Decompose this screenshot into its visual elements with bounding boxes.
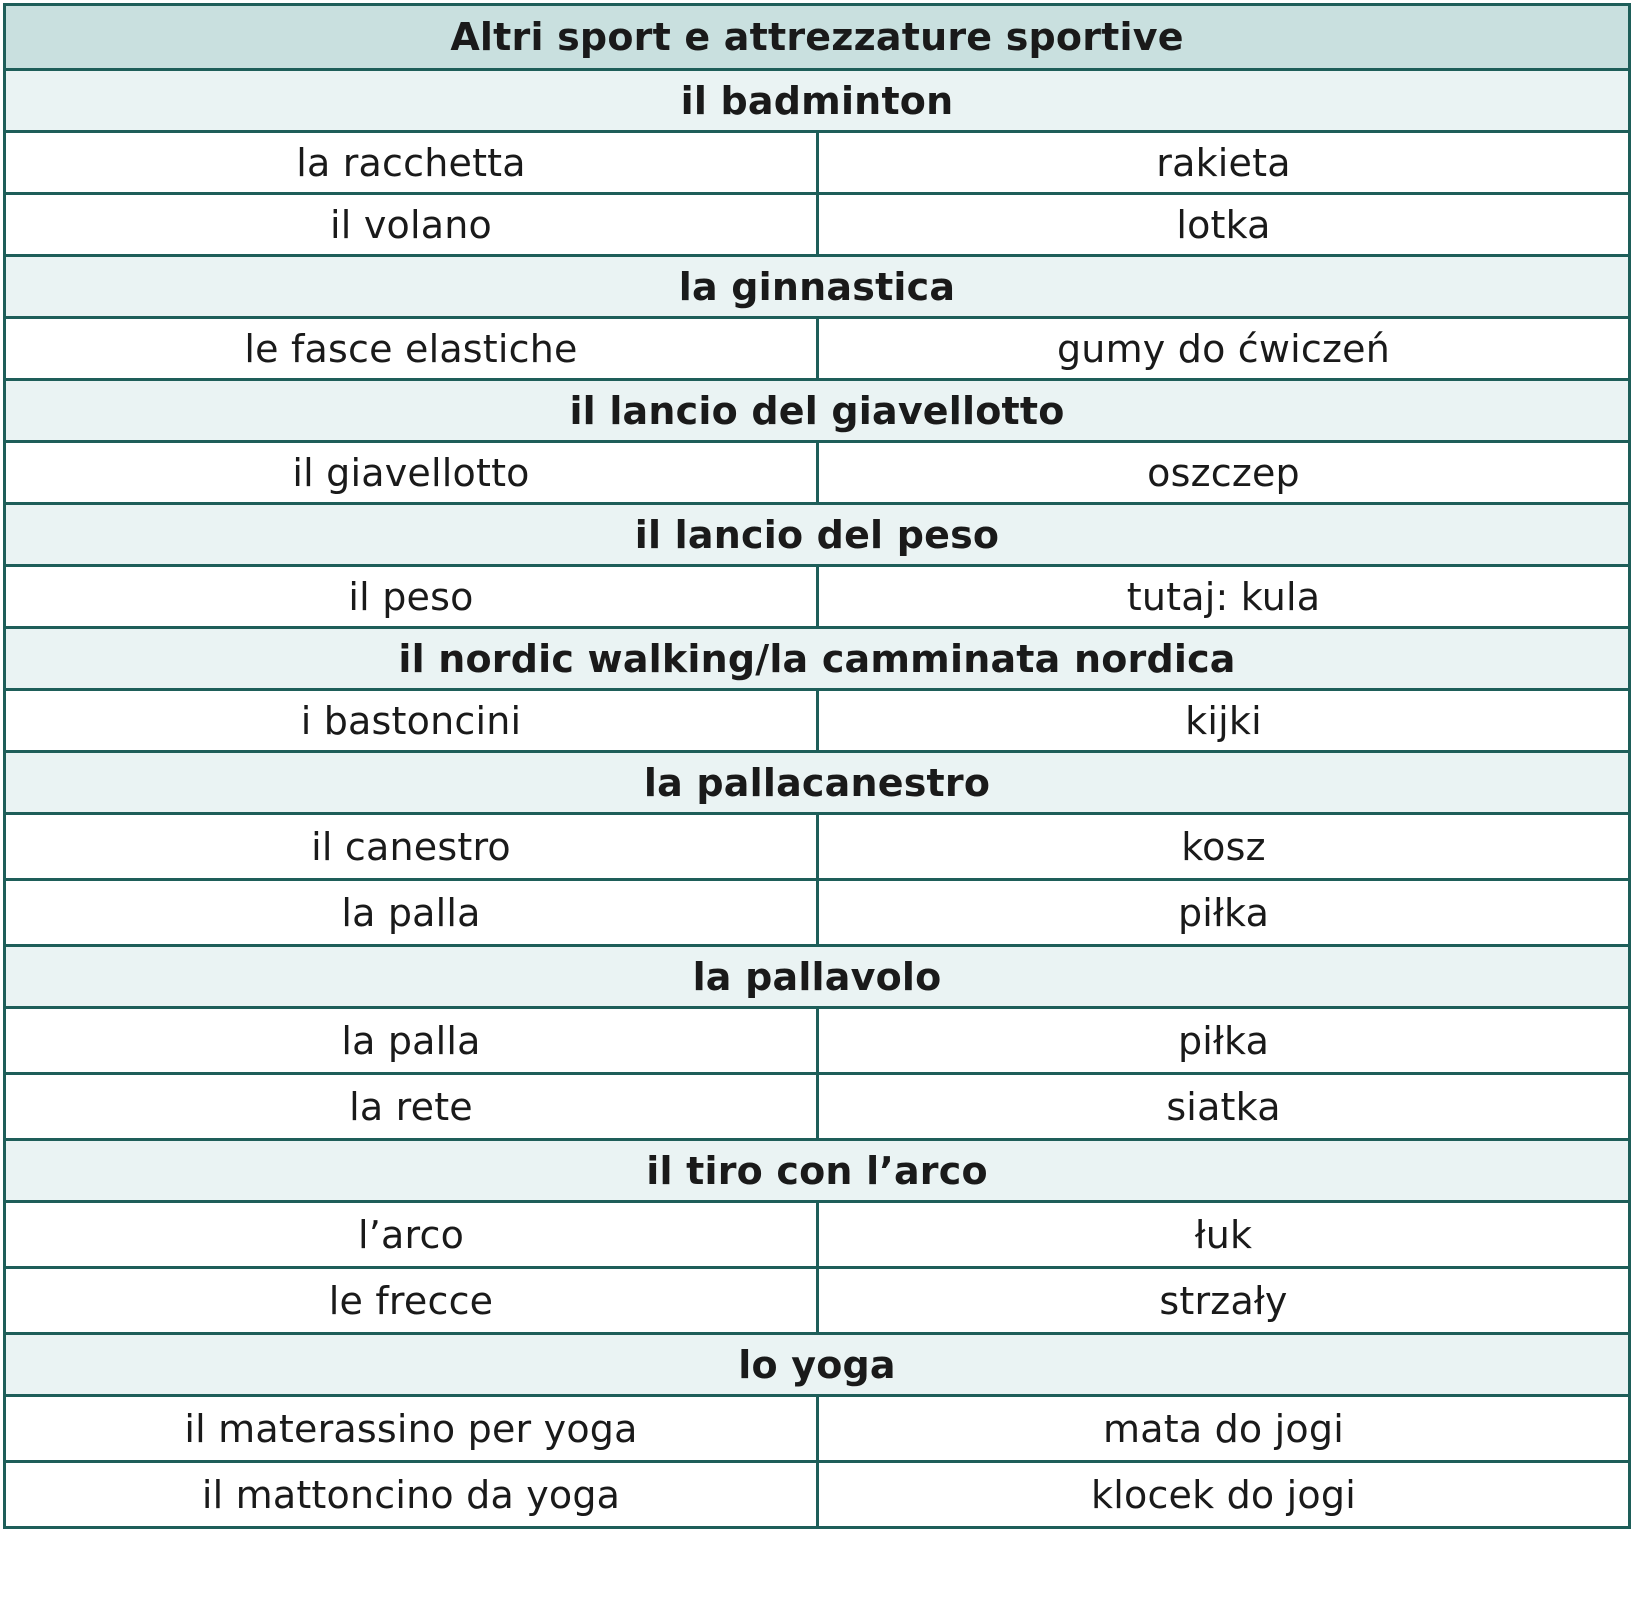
italian-term: il canestro — [5, 814, 818, 880]
italian-term: il mattoncino da yoga — [5, 1462, 818, 1528]
section-row — [5, 504, 1630, 566]
polish-term: łuk — [818, 1202, 1630, 1268]
polish-term: rakieta — [818, 132, 1630, 194]
section-row — [5, 752, 1630, 814]
section-heading: il lancio del peso — [5, 504, 1630, 566]
table-row — [5, 1074, 1630, 1140]
polish-term: kijki — [818, 690, 1630, 752]
italian-term: il volano — [5, 194, 818, 256]
section-row — [5, 380, 1630, 442]
vocabulary-table — [3, 3, 1631, 1529]
polish-term: strzały — [818, 1268, 1630, 1334]
table-row — [5, 690, 1630, 752]
section-row — [5, 70, 1630, 132]
section-heading: il tiro con l’arco — [5, 1140, 1630, 1202]
section-heading: la ginnastica — [5, 256, 1630, 318]
italian-term: la racchetta — [5, 132, 818, 194]
section-row — [5, 628, 1630, 690]
italian-term: il materassino per yoga — [5, 1396, 818, 1462]
section-heading: il badminton — [5, 70, 1630, 132]
polish-term: siatka — [818, 1074, 1630, 1140]
table-row — [5, 880, 1630, 946]
polish-term: tutaj: kula — [818, 566, 1630, 628]
section-heading: la pallacanestro — [5, 752, 1630, 814]
italian-term: la palla — [5, 1008, 818, 1074]
polish-term: piłka — [818, 880, 1630, 946]
table-row — [5, 1202, 1630, 1268]
polish-term: gumy do ćwiczeń — [818, 318, 1630, 380]
section-row — [5, 946, 1630, 1008]
italian-term: l’arco — [5, 1202, 818, 1268]
table-row — [5, 1268, 1630, 1334]
section-heading: il nordic walking/la camminata nordica — [5, 628, 1630, 690]
table-row — [5, 442, 1630, 504]
table-row — [5, 814, 1630, 880]
section-row — [5, 1140, 1630, 1202]
section-heading: il lancio del giavellotto — [5, 380, 1630, 442]
section-row — [5, 1334, 1630, 1396]
table-row — [5, 194, 1630, 256]
polish-term: piłka — [818, 1008, 1630, 1074]
table-row — [5, 1462, 1630, 1528]
table-row — [5, 318, 1630, 380]
table-title: Altri sport e attrezzature sportive — [5, 5, 1630, 70]
table-row — [5, 132, 1630, 194]
italian-term: i bastoncini — [5, 690, 818, 752]
section-heading: lo yoga — [5, 1334, 1630, 1396]
table-row — [5, 1396, 1630, 1462]
polish-term: lotka — [818, 194, 1630, 256]
italian-term: il giavellotto — [5, 442, 818, 504]
polish-term: klocek do jogi — [818, 1462, 1630, 1528]
table-row — [5, 1008, 1630, 1074]
table-row — [5, 566, 1630, 628]
polish-term: oszczep — [818, 442, 1630, 504]
italian-term: la rete — [5, 1074, 818, 1140]
polish-term: mata do jogi — [818, 1396, 1630, 1462]
polish-term: kosz — [818, 814, 1630, 880]
italian-term: le frecce — [5, 1268, 818, 1334]
section-row — [5, 256, 1630, 318]
italian-term: le fasce elastiche — [5, 318, 818, 380]
italian-term: il peso — [5, 566, 818, 628]
italian-term: la palla — [5, 880, 818, 946]
section-heading: la pallavolo — [5, 946, 1630, 1008]
table-title-row — [5, 5, 1630, 70]
